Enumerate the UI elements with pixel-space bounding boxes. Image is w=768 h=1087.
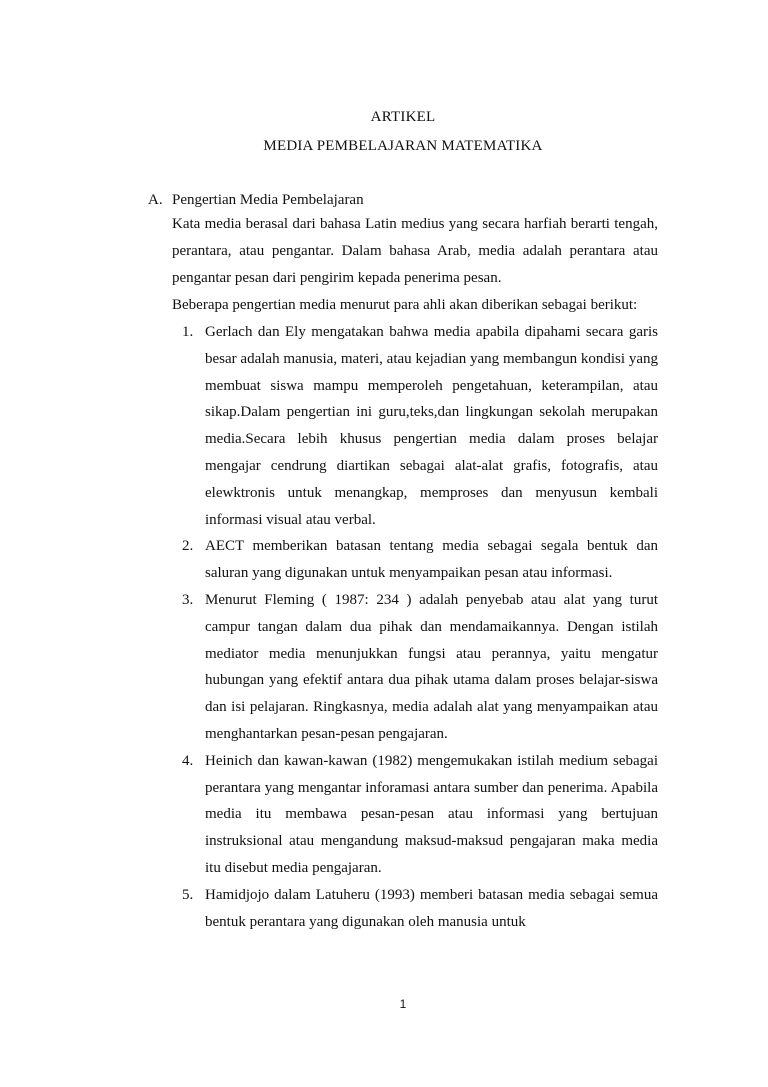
list-item: [172, 587, 658, 748]
list-item-number: 4.: [182, 752, 194, 769]
list-item-text: Gerlach dan Ely mengatakan bahwa media apabila dipahami secara garis besar adalah manusia, materi, atau kejadian yang membangun kondisi yang membuat siswa mampu memperoleh pengetahuan, keterampilan, atau sikap.Dalam pengertian ini guru,teks,dan lingkungan sekolah merupakan media.Secara lebih khusus pengertian media dalam proses belajar mengajar cendrung diartikan sebagai alat-alat grafis, fotografis, atau elewktronis untuk menangkap, memproses dan menyusun kembali informasi visual atau verbal.: [205, 324, 658, 528]
list-item-number: 5.: [182, 886, 194, 903]
definitions-list: [172, 319, 658, 935]
article-label: ARTIKEL: [370, 109, 436, 125]
list-item-number: 1.: [182, 324, 194, 340]
list-item-text: Menurut Fleming ( 1987: 234 ) adalah penyebab atau alat yang turut campur tangan dalam dua pihak dan mendamaikannya. Dengan istilah mediator media menunjukkan fungsi atau perannya, yaitu mengatur hubungan yang efektif antara dua pihak utama dalam proses belajar-siswa dan isi pelajaran. Ringkasnya, media adalah alat yang menyampaikan atau menghantarkan pesan-pesan pengajaran.: [205, 591, 658, 742]
list-item-number: 3.: [182, 591, 194, 608]
list-item-number: 2.: [182, 538, 194, 555]
section-letter: A.: [148, 192, 163, 208]
list-item: [172, 533, 658, 587]
list-item: [172, 882, 658, 936]
list-item: [172, 319, 658, 533]
definitions-intro: Beberapa pengertian media menurut para ahli akan diberikan sebagai berikut:: [172, 297, 638, 313]
list-item-text: AECT memberikan batasan tentang media sebagai segala bentuk dan saluran yang digunakan untuk menyampaikan pesan atau informasi.: [205, 538, 658, 582]
page-number: 1: [399, 997, 407, 1011]
list-item: [172, 748, 658, 882]
intro-paragraph: Kata media berasal dari bahasa Latin medius yang secara harfiah berarti tengah, perantara, atau pengantar. Dalam bahasa Arab, media adalah perantara atau pengantar pesan dari pengirim kepada penerima pesan.: [172, 216, 658, 286]
list-item-text: Hamidjojo dalam Latuheru (1993) memberi batasan media sebagai semua bentuk perantara yang digunakan oleh manusia untuk: [205, 886, 658, 930]
list-item-text: Heinich dan kawan-kawan (1982) mengemukakan istilah medium sebagai perantara yang mengantar inforamasi antara sumber dan penerima. Apabila media itu membawa pesan-pesan atau informasi yang bertujuan instruksional atau mengandung maksud-maksud pengajaran maka media itu disebut media pengajaran.: [205, 752, 658, 876]
section-heading: [148, 190, 364, 210]
section-heading-text: Pengertian Media Pembelajaran: [172, 192, 364, 208]
article-title: MEDIA PEMBELAJARAN MATEMATIKA: [263, 138, 543, 154]
